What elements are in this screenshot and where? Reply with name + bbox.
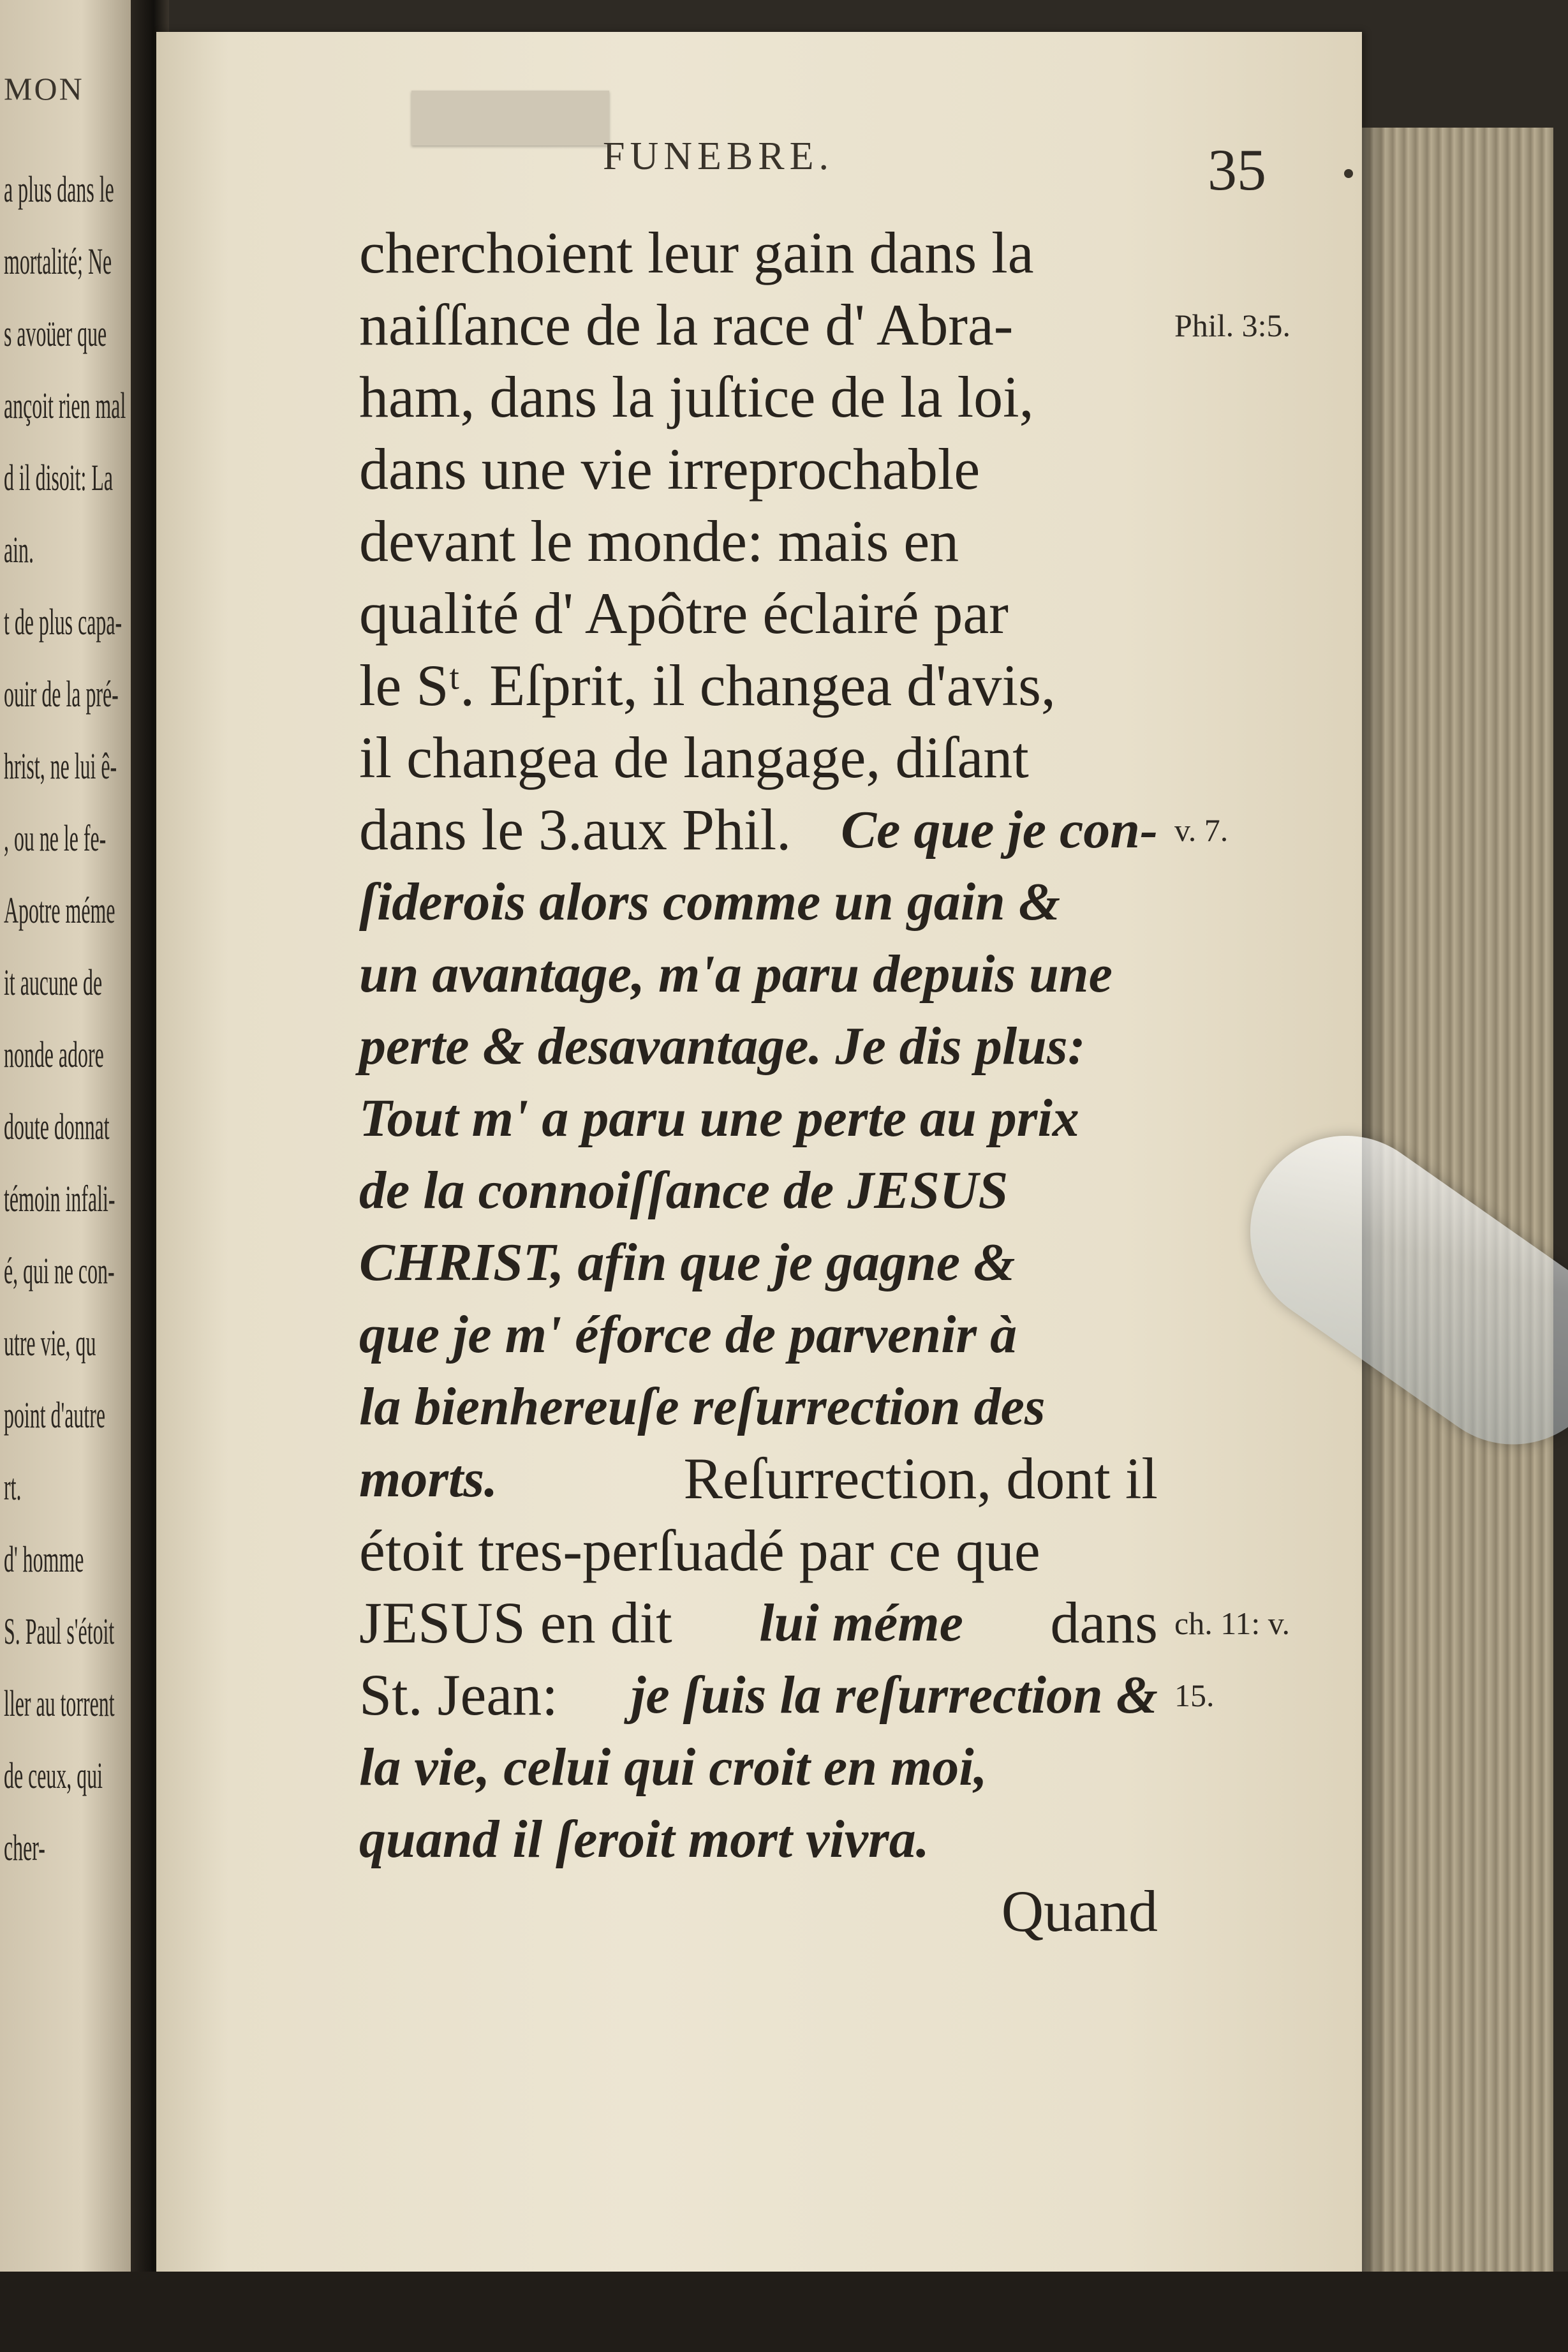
left-page-line: Apotre méme bbox=[4, 889, 115, 931]
left-page-line: S. Paul s'étoit bbox=[4, 1611, 115, 1652]
italic-segment: la vie, celui qui croit en moi, bbox=[359, 1738, 987, 1797]
left-page-line: ain. bbox=[4, 529, 34, 570]
margin-note: Phil. 3:5. bbox=[1174, 308, 1291, 343]
text-line bbox=[359, 361, 1158, 433]
italic-segment: Ce que je con- bbox=[841, 800, 1158, 860]
left-page-line: , ou ne le fe- bbox=[4, 817, 107, 859]
roman-segment: dans une vie irreprochable bbox=[359, 436, 980, 502]
text-line bbox=[359, 1010, 1158, 1082]
left-page-line: é, qui ne con- bbox=[4, 1250, 115, 1291]
roman-segment: dans le 3.aux Phil. bbox=[359, 797, 806, 862]
left-page-line: utre vie, qu bbox=[4, 1322, 96, 1364]
catchword-line bbox=[359, 1875, 1158, 1947]
page-number: 35 bbox=[1208, 137, 1266, 202]
left-page-line: d il disoit: La bbox=[4, 457, 114, 498]
roman-segment: il changea de langage, diſant bbox=[359, 725, 1029, 790]
left-page-line: doute donnat bbox=[4, 1106, 110, 1147]
left-page-line: d' homme bbox=[4, 1538, 84, 1580]
text-line bbox=[359, 650, 1158, 722]
left-page-text bbox=[4, 153, 148, 1884]
text-line bbox=[359, 1154, 1158, 1226]
roman-segment: cherchoient leur gain dans la bbox=[359, 220, 1034, 285]
text-line bbox=[359, 1587, 1158, 1659]
left-page-line: point d'autre bbox=[4, 1394, 106, 1436]
italic-segment: la bienhereuſe reſurrection des bbox=[359, 1377, 1046, 1436]
text-line bbox=[359, 1299, 1158, 1371]
left-page-line: mortalité; Ne bbox=[4, 241, 112, 282]
roman-segment: Reſurrection, dont il bbox=[683, 1446, 1158, 1511]
left-page-line: ouir de la pré- bbox=[4, 673, 119, 715]
text-line bbox=[359, 289, 1158, 361]
left-page-line: a plus dans le bbox=[4, 168, 114, 210]
italic-segment: morts. bbox=[359, 1449, 512, 1508]
italic-segment: lui méme bbox=[759, 1593, 963, 1653]
left-page-line: de ceux, qui bbox=[4, 1755, 103, 1796]
text-line bbox=[359, 577, 1158, 650]
italic-segment: quand il ſeroit mort vivra. bbox=[359, 1810, 929, 1869]
roman-segment: qualité d' Apôtre éclairé par bbox=[359, 581, 1009, 646]
italic-segment: CHRIST, afin que je gagne & bbox=[359, 1233, 1016, 1292]
margin-note: v. 7. bbox=[1174, 812, 1229, 848]
left-page-line: cher- bbox=[4, 1827, 45, 1868]
roman-segment: le Sᵗ. Eſprit, il changea d'avis, bbox=[359, 653, 1056, 718]
left-page-line: ançoit rien mal bbox=[4, 385, 126, 426]
margin-note: 15. bbox=[1174, 1678, 1215, 1713]
italic-segment: Tout m' a paru une perte au prix bbox=[359, 1089, 1079, 1148]
text-line bbox=[359, 217, 1158, 289]
text-line bbox=[359, 1731, 1158, 1803]
italic-segment: je ſuis la reſurrection & bbox=[630, 1665, 1158, 1725]
text-line bbox=[359, 1082, 1158, 1154]
text-line bbox=[359, 433, 1158, 505]
left-page-line: s avoüer que bbox=[4, 313, 107, 354]
left-page-line: nonde adore bbox=[4, 1034, 104, 1075]
italic-segment: ſiderois alors comme un gain & bbox=[359, 872, 1061, 932]
text-line bbox=[359, 866, 1158, 938]
italic-segment: un avantage, m'a paru depuis une bbox=[359, 944, 1113, 1004]
roman-segment: devant le monde: mais en bbox=[359, 509, 959, 574]
text-line bbox=[359, 1443, 1158, 1515]
text-line bbox=[359, 722, 1158, 794]
roman-segment: dans bbox=[1035, 1590, 1158, 1655]
left-page-line: t de plus capa- bbox=[4, 601, 122, 643]
roman-segment: naiſſance de la race d' Abra- bbox=[359, 292, 1014, 357]
left-page-line: rt. bbox=[4, 1466, 22, 1508]
left-facing-page bbox=[0, 0, 148, 2297]
text-line bbox=[359, 1371, 1158, 1443]
text-line bbox=[359, 505, 1158, 577]
left-page-line: témoin infali- bbox=[4, 1178, 115, 1219]
italic-segment: de la connoiſſance de JESUS bbox=[359, 1161, 1009, 1220]
paper-tab bbox=[411, 91, 609, 145]
ink-dot bbox=[1344, 169, 1353, 178]
main-page bbox=[156, 32, 1362, 2278]
text-line bbox=[359, 1803, 1158, 1875]
running-head: FUNEBRE. bbox=[603, 135, 834, 172]
roman-segment: JESUS en dit bbox=[359, 1590, 687, 1655]
text-line bbox=[359, 1226, 1158, 1299]
text-line bbox=[359, 794, 1158, 866]
left-page-line: it aucune de bbox=[4, 962, 103, 1003]
roman-segment: ham, dans la juſtice de la loi, bbox=[359, 364, 1034, 429]
left-page-line: hrist, ne lui ê- bbox=[4, 745, 117, 787]
text-line bbox=[359, 1515, 1158, 1587]
bottom-shadow bbox=[0, 2272, 1568, 2352]
left-page-line: ller au torrent bbox=[4, 1683, 115, 1724]
text-line bbox=[359, 938, 1158, 1010]
margin-note: ch. 11: v. bbox=[1174, 1605, 1290, 1641]
italic-segment: perte & desavantage. Je dis plus: bbox=[359, 1016, 1086, 1076]
roman-segment: St. Jean: bbox=[359, 1662, 573, 1727]
left-running-head: MON bbox=[4, 71, 84, 107]
text-line bbox=[359, 1659, 1158, 1731]
catchword: Quand bbox=[1001, 1879, 1158, 1944]
roman-segment: étoit tres-perſuadé par ce que bbox=[359, 1518, 1040, 1583]
italic-segment: que je m' éforce de parvenir à bbox=[359, 1305, 1017, 1364]
body-text bbox=[359, 217, 1158, 1947]
